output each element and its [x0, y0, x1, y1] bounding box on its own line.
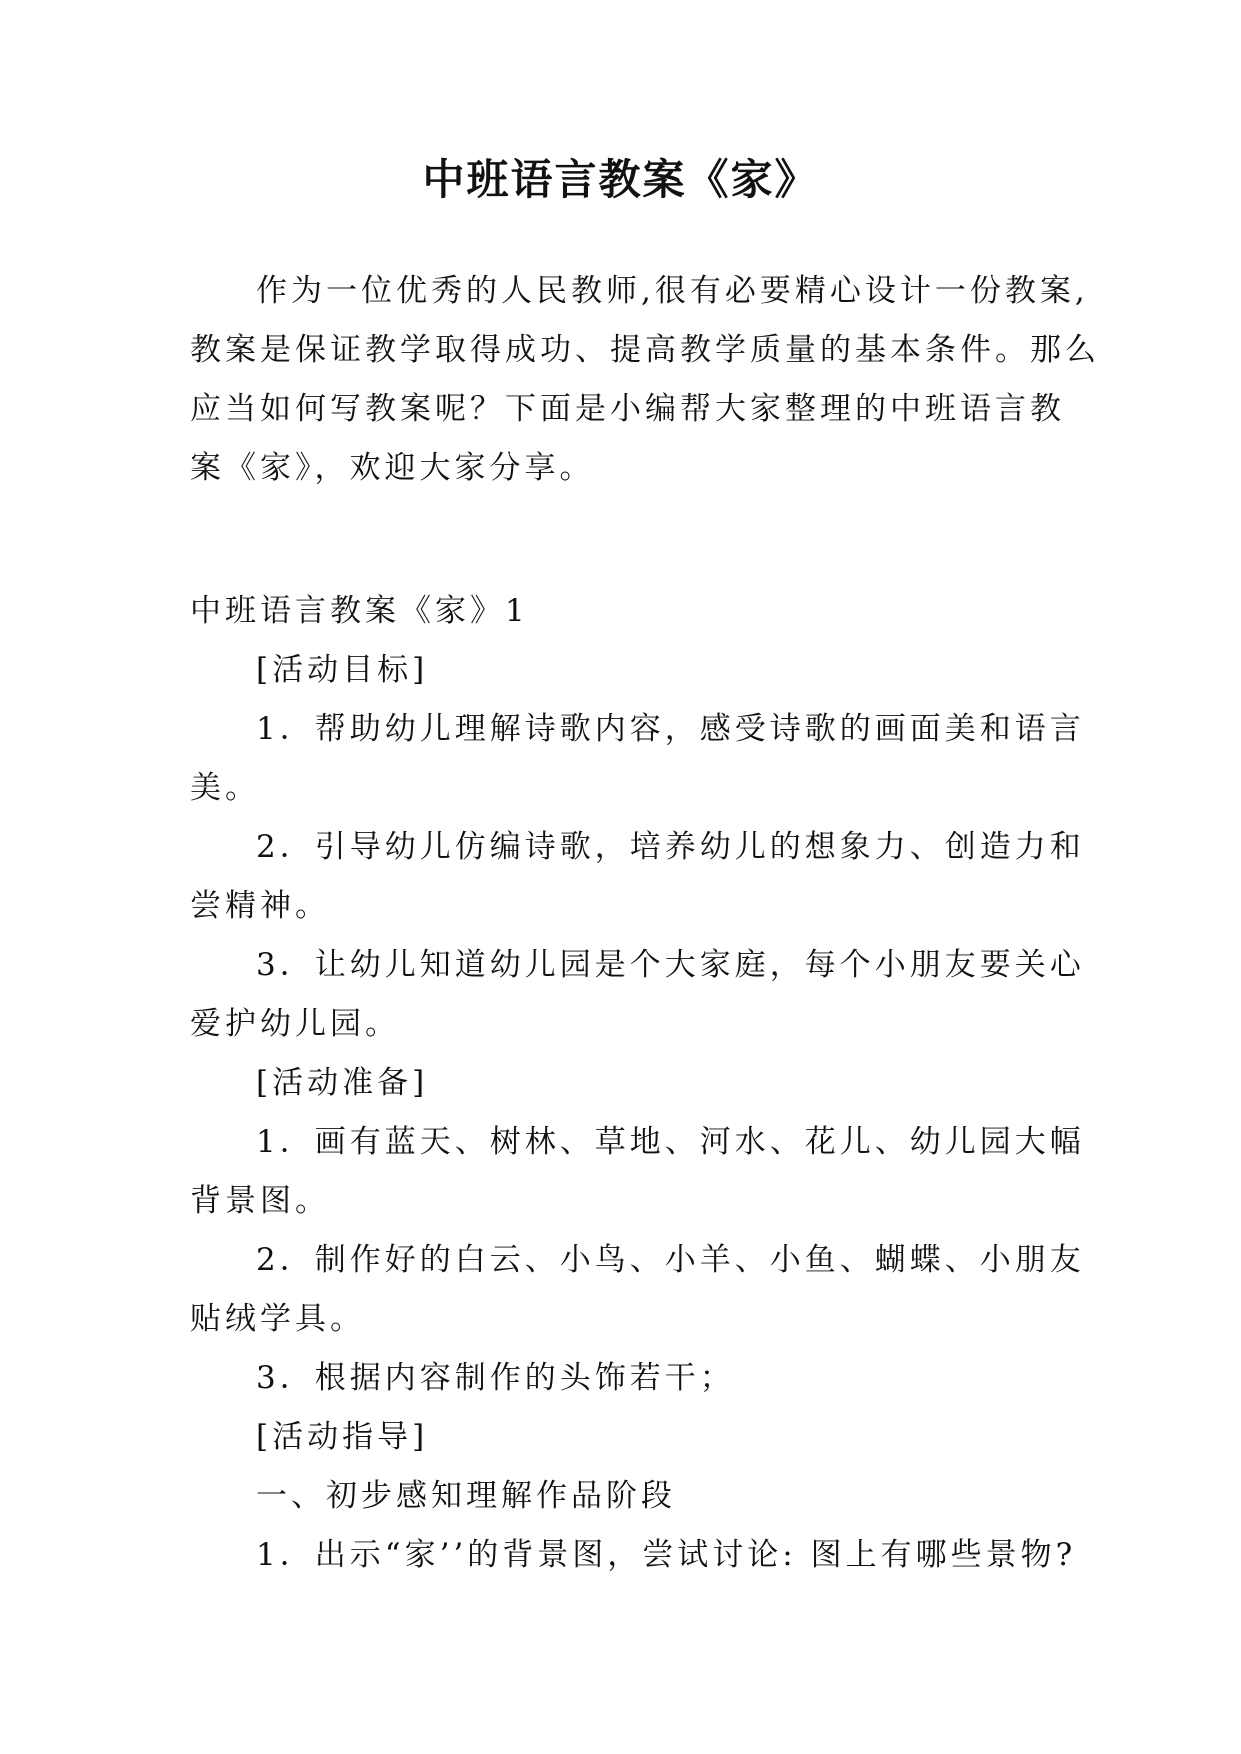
prep-2-line: 2．制作好的白云、小鸟、小羊、小鱼、蝴蝶、小朋友: [256, 1242, 1085, 1278]
prep-1-line: 背景图。: [190, 1183, 330, 1219]
guide-label: [活动指导]: [256, 1419, 429, 1455]
document-title: 中班语言教案《家》: [422, 155, 819, 204]
step-1-line: 1．出示“家’’的背景图，尝试讨论: 图上有哪些景物?: [256, 1537, 1077, 1573]
goal-2-line: 尝精神。: [190, 888, 330, 924]
goal-2-line: 2．引导幼儿仿编诗歌，培养幼儿的想象力、创造力和: [256, 829, 1085, 865]
goal-1-line: 1．帮助幼儿理解诗歌内容，感受诗歌的画面美和语言: [256, 711, 1085, 747]
intro-paragraph: [190, 262, 1100, 498]
section-heading: 中班语言教案《家》1: [190, 593, 529, 629]
intro-line: 教案是保证教学取得成功、提高教学质量的基本条件。那么: [190, 332, 1100, 368]
intro-line: 作为一位优秀的人民教师,很有必要精心设计一份教案,: [256, 273, 1089, 309]
goal-3-line: 3．让幼儿知道幼儿园是个大家庭，每个小朋友要关心: [256, 947, 1085, 983]
section-body: [190, 641, 1085, 1585]
prep-1-line: 1．画有蓝天、树林、草地、河水、花儿、幼儿园大幅: [256, 1124, 1085, 1160]
prep-3-line: 3．根据内容制作的头饰若干；: [256, 1360, 735, 1396]
intro-line: 应当如何写教案呢？下面是小编帮大家整理的中班语言教: [190, 391, 1065, 427]
goal-1-line: 美。: [190, 770, 260, 806]
stage-1-heading: 一、初步感知理解作品阶段: [256, 1478, 676, 1514]
intro-line: 案《家》，欢迎大家分享。: [190, 450, 595, 486]
goals-label: [活动目标]: [256, 652, 429, 688]
goal-3-line: 爱护幼儿园。: [190, 1006, 400, 1042]
prep-2-line: 贴绒学具。: [190, 1301, 365, 1337]
prep-label: [活动准备]: [256, 1065, 429, 1101]
